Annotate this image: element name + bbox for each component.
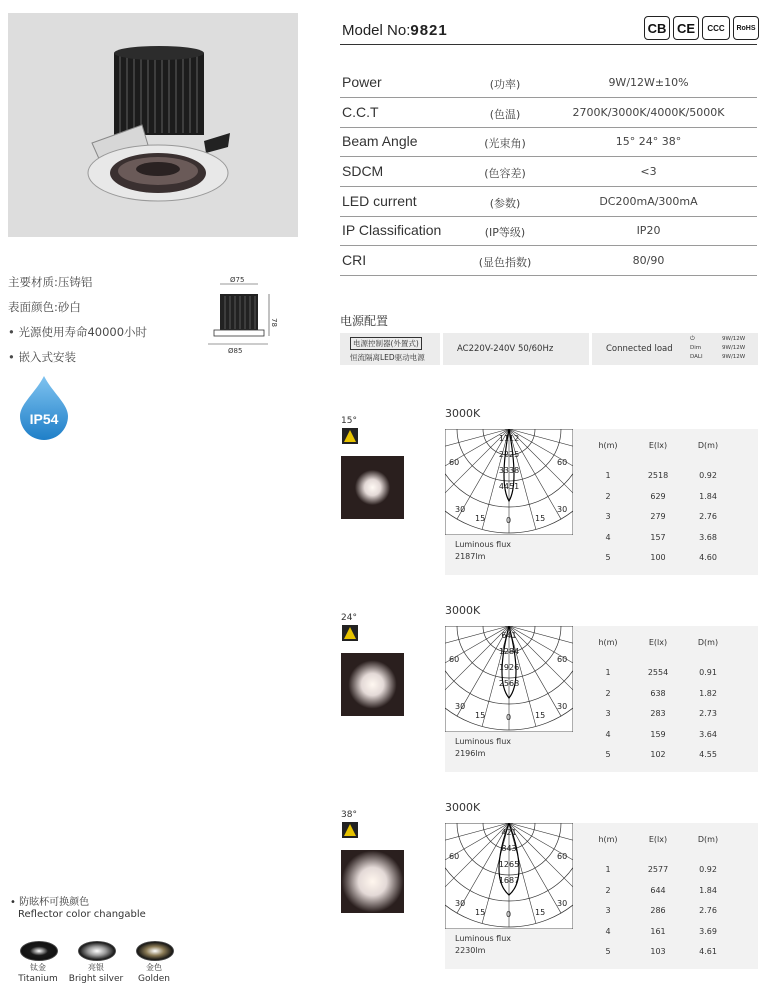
table-header: E(lx) xyxy=(648,441,668,450)
power-icon: ⏻ xyxy=(690,335,695,342)
table-header: h(m) xyxy=(598,638,618,647)
product-photo xyxy=(8,13,298,237)
table-cell: 0.92 xyxy=(699,471,717,480)
installation-info: • 嵌入式安装 xyxy=(8,350,76,364)
table-cell: 279 xyxy=(650,512,666,521)
polar-angle-label: 60 xyxy=(557,458,568,467)
table-cell: 1 xyxy=(605,471,611,480)
table-cell: 3.68 xyxy=(699,532,717,542)
heatsink-fins xyxy=(114,46,204,135)
polar-angle-label: 30 xyxy=(557,899,568,908)
reflector-swatch xyxy=(20,941,58,961)
polar-ring-value: 421 xyxy=(501,828,517,837)
ce-cert-icon: CE xyxy=(673,16,699,40)
table-header: D(m) xyxy=(697,638,719,647)
reflector-label-en: Golden xyxy=(138,974,170,984)
polar-ring-value: 1687 xyxy=(498,876,520,885)
table-cell: 286 xyxy=(650,906,666,915)
spec-row-beam-angle: Beam Angle (光束角) 15° 24° 38° xyxy=(340,127,757,157)
table-cell: 161 xyxy=(650,926,666,936)
polar-angle-label: 30 xyxy=(455,702,466,711)
table-cell: 2.76 xyxy=(699,906,717,915)
table-cell: 1 xyxy=(605,668,611,677)
luminous-flux-label: Luminous flux xyxy=(455,737,511,746)
polar-angle-label: 30 xyxy=(557,702,568,711)
beam-spot-preview xyxy=(341,456,404,519)
table-cell: 2 xyxy=(605,885,611,895)
beam-cct-label: 3000K xyxy=(445,801,481,814)
beam-angle-label: 15° xyxy=(341,416,357,426)
table-header: h(m) xyxy=(598,835,618,844)
polar-angle-label: 60 xyxy=(557,655,568,664)
table-cell: 2.76 xyxy=(699,512,717,521)
polar-angle-label: 60 xyxy=(449,458,460,467)
table-header: h(m) xyxy=(598,441,618,450)
dimension-drawing xyxy=(206,274,286,364)
table-cell: 1.82 xyxy=(699,688,717,698)
reflector-label-cn: 亮银 xyxy=(88,963,104,972)
table-cell: 638 xyxy=(650,688,666,698)
polar-ring-value: 1926 xyxy=(498,663,520,672)
spec-row-ip-classification: IP Classification (IP等级) IP20 xyxy=(340,216,757,246)
table-cell: 2554 xyxy=(647,668,669,677)
polar-angle-label: 15 xyxy=(475,514,486,523)
beam-spot-preview xyxy=(341,850,404,913)
model-number: Model No:9821 xyxy=(342,22,448,39)
luminous-flux-value: 2196lm xyxy=(455,749,486,758)
beam-data-panel xyxy=(445,823,758,969)
spec-row-cct: C.C.T (色温) 2700K/3000K/4000K/5000K xyxy=(340,98,757,128)
table-cell: 5 xyxy=(605,947,611,956)
table-cell: 1 xyxy=(605,865,611,874)
polar-angle-label: 30 xyxy=(557,505,568,514)
lifetime-info: • 光源使用寿命40000小时 xyxy=(8,325,148,339)
table-cell: 283 xyxy=(650,709,666,718)
beam-angle-label: 24° xyxy=(341,613,357,623)
beam-spot-preview xyxy=(341,653,404,716)
power-config-title: 电源配置 xyxy=(340,314,389,328)
polar-diagram xyxy=(445,626,573,732)
table-cell: 4 xyxy=(605,926,611,936)
table-cell: 3 xyxy=(605,906,611,915)
rohs-cert-icon: RoHS xyxy=(733,16,759,40)
reflector-title-cn: • 防眩杯可换颜色 xyxy=(10,897,90,908)
material-info: 主要材质:压铸铝 xyxy=(8,275,93,289)
table-cell: 629 xyxy=(650,491,666,501)
polar-angle-label: 30 xyxy=(455,505,466,514)
table-cell: 644 xyxy=(650,885,666,895)
table-cell: 102 xyxy=(650,750,666,759)
beam-data-panel xyxy=(445,429,758,575)
polar-ring-value: 843 xyxy=(501,844,517,853)
ip-badge-text: IP54 xyxy=(29,411,59,427)
beam-cct-label: 3000K xyxy=(445,407,481,420)
spec-row-sdcm: SDCM (色容差) <3 xyxy=(340,157,757,187)
table-cell: 3.64 xyxy=(699,729,717,739)
luminous-flux-value: 2230lm xyxy=(455,946,486,955)
spec-row-cri: CRI (显色指数) 80/90 xyxy=(340,246,757,276)
polar-angle-label: 15 xyxy=(475,711,486,720)
polar-diagram xyxy=(445,429,573,535)
polar-angle-label: 15 xyxy=(535,711,546,720)
beam-cone-icon xyxy=(342,625,358,641)
connected-load-box: Connected load ⏻ 9W/12W Dim 9W/12W DALI 9W/12W xyxy=(592,333,758,365)
dim-bottom-label: Ø85 xyxy=(228,347,243,355)
table-header: E(lx) xyxy=(648,638,668,647)
table-cell: 4.55 xyxy=(699,750,717,759)
polar-ring-value: 1265 xyxy=(498,860,520,869)
table-cell: 3 xyxy=(605,709,611,718)
table-cell: 5 xyxy=(605,553,611,562)
dim-height-label: 78 xyxy=(270,318,278,327)
table-cell: 4 xyxy=(605,532,611,542)
ccc-cert-icon: CCC xyxy=(702,16,730,40)
table-header: D(m) xyxy=(697,835,719,844)
reflector-swatch xyxy=(78,941,116,961)
table-cell: 2 xyxy=(605,491,611,501)
reflector-title-en: Reflector color changable xyxy=(18,909,146,920)
table-cell: 157 xyxy=(650,532,666,542)
polar-angle-label: 60 xyxy=(449,655,460,664)
beam-angle-label: 38° xyxy=(341,810,357,820)
spec-row-led-current: LED current (参数) DC200mA/300mA xyxy=(340,187,757,217)
table-cell: 1.84 xyxy=(699,491,717,501)
beam-data-panel xyxy=(445,626,758,772)
table-cell: 5 xyxy=(605,750,611,759)
table-cell: 159 xyxy=(650,729,666,739)
polar-angle-label: 0 xyxy=(506,910,512,919)
ip54-badge xyxy=(18,374,70,444)
spec-row-power: Power (功率) 9W/12W±10% xyxy=(340,68,757,98)
cb-cert-icon: CB xyxy=(644,16,670,40)
table-header: D(m) xyxy=(697,441,719,450)
table-header: E(lx) xyxy=(648,835,668,844)
beam-cone-icon xyxy=(342,822,358,838)
reflector-label-en: Bright silver xyxy=(68,974,124,984)
polar-ring-value: 1284 xyxy=(498,647,520,656)
table-cell: 100 xyxy=(650,553,666,562)
polar-ring-value: 2225 xyxy=(498,450,520,459)
luminous-flux-value: 2187lm xyxy=(455,552,486,561)
color-info: 表面颜色:砂白 xyxy=(8,300,81,314)
table-cell: 2 xyxy=(605,688,611,698)
beam-cone-icon xyxy=(342,428,358,444)
polar-ring-value: 1112 xyxy=(498,434,520,443)
polar-ring-value: 4451 xyxy=(498,482,520,491)
polar-angle-label: 15 xyxy=(535,908,546,917)
table-cell: 103 xyxy=(650,947,666,956)
polar-ring-value: 2568 xyxy=(498,679,520,688)
reflector-swatch xyxy=(136,941,174,961)
polar-angle-label: 15 xyxy=(535,514,546,523)
driver-box: 电源控制器(外置式) 恒流隔离LED驱动电源 xyxy=(340,333,440,365)
luminous-flux-label: Luminous flux xyxy=(455,934,511,943)
table-cell: 3 xyxy=(605,512,611,521)
voltage-box: AC220V-240V 50/60Hz xyxy=(443,333,589,365)
table-cell: 0.91 xyxy=(699,668,717,677)
reflector-label-cn: 钛金 xyxy=(30,963,46,972)
polar-ring-value: 641 xyxy=(501,631,517,640)
polar-angle-label: 15 xyxy=(475,908,486,917)
reflector-label-en: Titanium xyxy=(18,974,58,984)
table-cell: 4 xyxy=(605,729,611,739)
table-cell: 2577 xyxy=(647,865,669,874)
header-rule xyxy=(340,44,757,45)
table-cell: 3.69 xyxy=(699,926,717,936)
polar-angle-label: 60 xyxy=(449,852,460,861)
table-cell: 0.92 xyxy=(699,865,717,874)
table-cell: 2.73 xyxy=(699,709,717,718)
polar-angle-label: 0 xyxy=(506,713,512,722)
beam-cct-label: 3000K xyxy=(445,604,481,617)
polar-angle-label: 30 xyxy=(455,899,466,908)
dim-top-label: Ø75 xyxy=(230,276,245,284)
polar-angle-label: 60 xyxy=(557,852,568,861)
table-cell: 1.84 xyxy=(699,885,717,895)
table-cell: 2518 xyxy=(647,471,669,480)
polar-diagram xyxy=(445,823,573,929)
table-cell: 4.61 xyxy=(699,947,717,956)
polar-ring-value: 3338 xyxy=(498,466,520,475)
reflector-label-cn: 金色 xyxy=(146,963,162,972)
luminous-flux-label: Luminous flux xyxy=(455,540,511,549)
table-cell: 4.60 xyxy=(699,553,717,562)
polar-angle-label: 0 xyxy=(506,516,512,525)
